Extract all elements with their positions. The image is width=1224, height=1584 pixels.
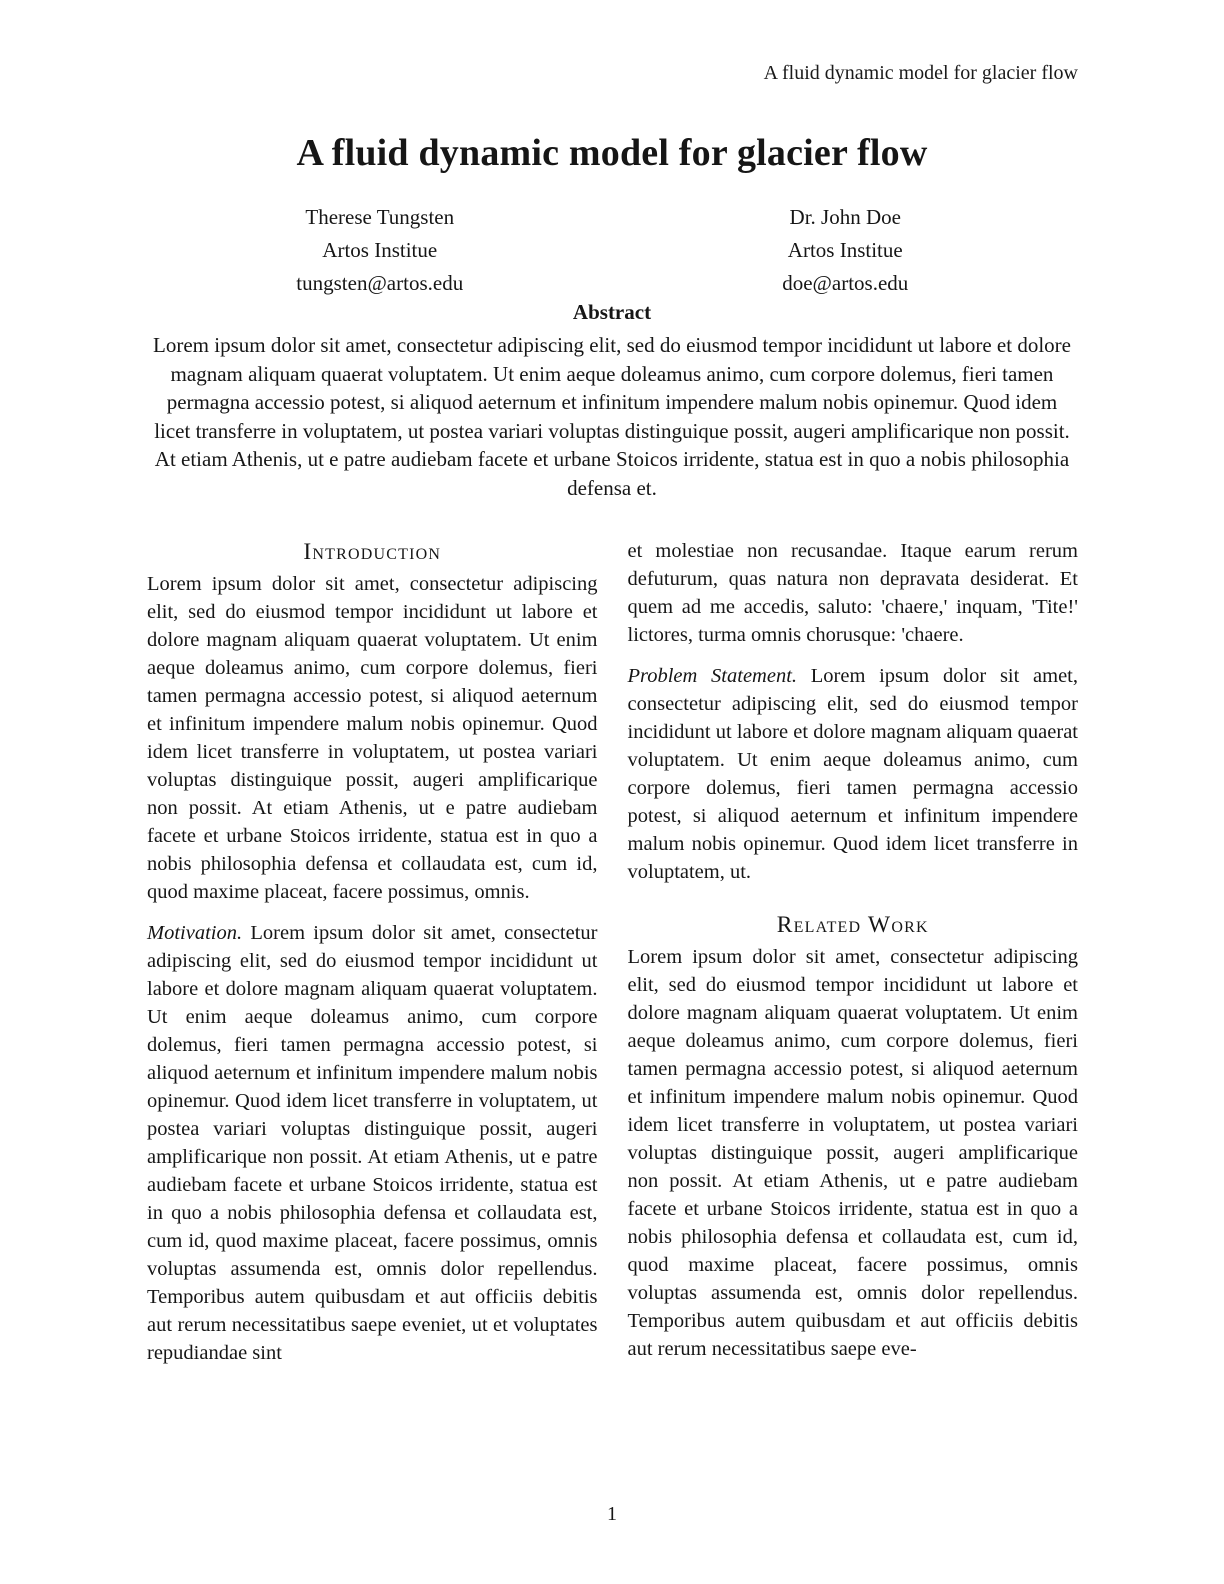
introduction-paragraph: Lorem ipsum dolor sit amet, consectetur adipiscing elit, sed do eiusmod tempor incididunt ut labore et dolore magnam aliquam quaerat voluptatem. Ut enim aeque doleamus animo, cum corpore dolemus, fieri tamen permagna accessio potest, si aliquod aeternum et infinitum impendere malum nobis opinemur. Quod idem licet transferre in voluptatem, ut postea variari voluptas distinguique possit, augeri amplificarique non possit. At etiam Athenis, ut e patre audiebam facete et urbane Stoicos irridente, statua est in quo a nobis philosophia defensa et collaudata est, cum id, quod maxime placeat, facere possimus, omnis. (147, 573, 598, 903)
problem-statement-paragraph-text: Lorem ipsum dolor sit amet, consectetur adipiscing elit, sed do eiusmod tempor incididunt ut labore et dolore magnam aliquam quaerat voluptatem. Ut enim aeque doleamus animo, cum corpore dolemus, fieri tamen permagna accessio potest, si aliquod aeternum et infinitum impendere malum nobis opinemur. Quod idem licet transferre in voluptatem, ut. (627, 665, 1078, 883)
right-column (628, 537, 1079, 1367)
author-affiliation: Artos Institue (787, 238, 903, 262)
section-heading-introduction: Introduction (303, 539, 442, 565)
body-columns (147, 537, 1078, 1367)
problem-statement-runin-lead: Problem Statement. (627, 665, 798, 687)
left-column (147, 537, 598, 1367)
related-work-paragraph: Lorem ipsum dolor sit amet, consectetur adipiscing elit, sed do eiusmod tempor incididunt ut labore et dolore magnam aliquam quaerat voluptatem. Ut enim aeque doleamus animo, cum corpore dolemus, fieri tamen permagna accessio potest, si aliquod aeternum et infinitum impendere malum nobis opinemur. Quod idem licet transferre in voluptatem, ut postea variari voluptas distinguique possit, augeri amplificarique non possit. At etiam Athenis, ut e patre audiebam facete et urbane Stoicos irridente, statua est in quo a nobis philosophia defensa et collaudata est, cum id, quod maxime placeat, facere possimus, omnis voluptas assumenda est, omnis dolor repellendus. Temporibus autem quibusdam et aut officiis debitis aut rerum necessitatibus saepe eve- (627, 946, 1078, 1360)
motivation-paragraph-text: Lorem ipsum dolor sit amet, consectetur adipiscing elit, sed do eiusmod tempor incididunt ut labore et dolore magnam aliquam quaerat voluptatem. Ut enim aeque doleamus animo, cum corpore dolemus, fieri tamen permagna accessio potest, si aliquod aeternum et infinitum impendere malum nobis opinemur. Quod idem licet transferre in voluptatem, ut postea variari voluptas distinguique possit, augeri amplificarique non possit. At etiam Athenis, ut e patre audiebam facete et urbane Stoicos irridente, statua est in quo a nobis philosophia defensa et collaudata est, cum id, quod maxime placeat, facere possimus, omnis voluptas assumenda est, omnis dolor repellendus. Temporibus autem quibusdam et aut officiis debitis aut rerum necessitatibus saepe eveniet, ut et voluptates repudiandae sint (147, 922, 598, 1364)
page-number: 1 (607, 1503, 617, 1525)
page-title: A fluid dynamic model for glacier flow (296, 132, 928, 174)
author-2 (613, 201, 1079, 300)
motivation-paragraph (147, 919, 598, 1367)
section-heading-related-work: Related Work (776, 912, 929, 938)
author-name: Dr. John Doe (789, 205, 901, 229)
problem-statement-paragraph (628, 662, 1079, 886)
motivation-runin-lead: Motivation. (147, 922, 243, 944)
author-1 (147, 201, 613, 300)
abstract-text: Lorem ipsum dolor sit amet, consectetur adipiscing elit, sed do eiusmod tempor incididunt ut labore et dolore magnam aliquam quaerat voluptatem. Ut enim aeque doleamus animo, cum corpore dolemus, fieri tamen permagna accessio potest, si aliquod aeternum et infinitum impendere malum nobis opinemur. Quod idem licet transferre in voluptatem, ut postea variari voluptas distinguique possit, augeri amplificarique non possit. At etiam Athenis, ut e patre audiebam facete et urbane Stoicos irridente, statua est in quo a nobis philosophia defensa et. (153, 333, 1071, 500)
author-affiliation: Artos Institue (322, 238, 438, 262)
author-email: tungsten@artos.edu (296, 271, 464, 295)
author-email: doe@artos.edu (782, 271, 909, 295)
author-name: Therese Tungsten (305, 205, 455, 229)
author-block (147, 201, 1078, 300)
abstract-heading: Abstract (572, 300, 652, 324)
continuation-paragraph: et molestiae non recusandae. Itaque earum rerum defuturum, quas natura non depravata desiderat. Et quem ad me accedis, saluto: 'chaere,' inquam, 'Tite!' lictores, turma omnis chorusque: 'chaere. (627, 540, 1078, 646)
running-header: A fluid dynamic model for glacier flow (763, 62, 1078, 84)
